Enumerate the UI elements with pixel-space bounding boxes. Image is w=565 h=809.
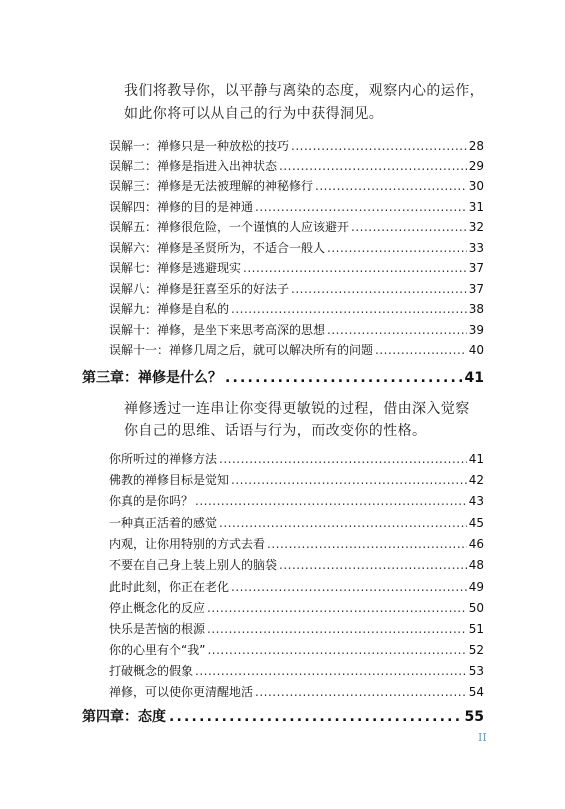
toc-entry-label: 此时此刻，你正在老化 [109,580,230,594]
toc-leader-dots [207,601,467,615]
toc-entry[interactable] [109,341,484,359]
toc-entry[interactable] [109,471,484,489]
toc-leader-dots [219,516,467,530]
toc-entry-label: 误解十一：禅修几周之后，就可以解决所有的问题 [109,343,374,357]
toc-entry-label: 误解三：禅修是无法被理解的神秘修行 [109,179,314,193]
intro-quote-line: 你自己的思维、话语与行为，而改变你的性格。 [124,423,427,439]
chapter-page: 41 [464,370,484,386]
chapter-heading[interactable] [82,706,484,728]
toc-entry-label: 你真的是你吗？ [109,494,194,508]
toc-entry[interactable] [109,662,484,680]
toc-entry-page: 41 [468,452,484,466]
toc-entry-page: 28 [468,139,484,153]
toc-entry[interactable] [109,137,484,155]
toc-entry-page: 53 [468,664,484,678]
toc-entry-page: 32 [468,220,484,234]
toc-entry[interactable] [109,492,484,510]
toc-entry-page: 54 [468,685,484,699]
toc-entry-label: 误解一：禅修只是一种放松的技巧 [109,139,290,153]
intro-quote-line: 如此你将可以从自己的行为中获得洞见。 [124,106,384,122]
toc-entry-label: 内观，让你用特别的方式去看 [109,537,266,551]
intro-quote-line: 禅修透过一连串让你变得更敏锐的过程，借由深入觉察 [124,401,470,417]
toc-entry[interactable] [109,259,484,277]
toc-entry-label: 误解十：禅修，是坐下来思考高深的思想 [109,323,326,337]
toc-leader-dots [375,343,467,357]
toc-entry-page: 43 [468,494,484,508]
chapter-title: 第三章：禅修是什么？ [82,370,222,386]
toc-entry-page: 52 [468,643,484,657]
toc-entry[interactable] [109,239,484,257]
toc-entry-page: 31 [468,200,484,214]
toc-leader-dots [195,664,467,678]
toc-leader-dots [195,494,467,508]
toc-entry[interactable] [109,450,484,468]
toc-leader-dots [315,179,467,193]
toc-entry-page: 42 [468,473,484,487]
toc-entry[interactable] [109,641,484,659]
toc-entry[interactable] [109,177,484,195]
toc-entry[interactable] [109,683,484,701]
toc-entry-label: 不要在自己身上装上别人的脑袋 [109,558,278,572]
toc-entry-page: 46 [468,537,484,551]
toc-entry[interactable] [109,620,484,638]
toc-entry-label: 误解六：禅修是圣贤所为，不适合一般人 [109,241,326,255]
page-number: II [478,731,487,744]
toc-entry-label: 误解七：禅修是逃避现实 [109,261,242,275]
toc-entry[interactable] [109,556,484,574]
toc-entry-page: 37 [468,282,484,296]
toc-leader-dots [267,537,467,551]
toc-entry[interactable] [109,578,484,596]
toc-leader-dots [231,473,467,487]
toc-leader-dots [351,220,467,234]
toc-entry-label: 误解九：禅修是自私的 [109,302,230,316]
toc-entry-label: 禅修，可以使你更清醒地活 [109,685,254,699]
toc-entry-page: 33 [468,241,484,255]
toc-entry-label: 一种真正活着的感觉 [109,516,218,530]
toc-leader-dots [207,622,467,636]
toc-entry-label: 误解五：禅修很危险，一个谨慎的人应该避开 [109,220,350,234]
intro-quote-line: 我们将教导你，以平静与离染的态度，观察内心的运作， [124,83,484,99]
toc-leader-dots [279,558,467,572]
toc-entry-page: 48 [468,558,484,572]
toc-leader-dots [279,159,467,173]
toc-entry[interactable] [109,535,484,553]
toc-entry-label: 打破概念的假象 [109,664,194,678]
chapter-title: 第四章：态度 [82,709,166,725]
toc-entry-page: 30 [468,179,484,193]
toc-entry-label: 停止概念化的反应 [109,601,206,615]
toc-entry-label: 快乐是苦恼的根源 [109,622,206,636]
toc-leader-dots [327,241,467,255]
toc-entry-label: 误解八：禅修是狂喜至乐的好法子 [109,282,290,296]
toc-leader-dots [255,200,467,214]
toc-entry-page: 45 [468,516,484,530]
toc-leader-dots [219,452,467,466]
toc-leader-dots [231,580,467,594]
toc-entry-page: 50 [468,601,484,615]
toc-leader-dots [255,685,467,699]
toc-entry-page: 29 [468,159,484,173]
toc-leader-dots [243,261,467,275]
chapter-page: 55 [464,709,484,725]
toc-leader-dots [225,370,462,386]
toc-entry[interactable] [109,300,484,318]
toc-entry-page: 38 [468,302,484,316]
toc-entry-label: 佛教的禅修目标是觉知 [109,473,230,487]
toc-entry[interactable] [109,198,484,216]
toc-leader-dots [207,643,466,657]
toc-entry-page: 40 [468,343,484,357]
toc-entry[interactable] [109,514,484,532]
toc-entry-label: 你所听过的禅修方法 [109,452,218,466]
toc-entry-page: 37 [468,261,484,275]
toc-leader-dots [291,282,467,296]
toc-entry[interactable] [109,321,484,339]
toc-entry-label: 误解四：禅修的目的是神通 [109,200,254,214]
toc-entry[interactable] [109,280,484,298]
toc-leader-dots [291,139,467,153]
toc-leader-dots [169,709,462,725]
toc-entry-label: 误解二：禅修是指进入出神状态 [109,159,278,173]
toc-entry-page: 49 [468,580,484,594]
toc-entry[interactable] [109,218,484,236]
toc-entry[interactable] [109,599,484,617]
toc-entry-page: 51 [468,622,484,636]
toc-leader-dots [327,323,467,337]
toc-entry[interactable] [109,157,484,175]
chapter-heading[interactable] [82,367,484,389]
toc-entry-page: 39 [468,323,484,337]
toc-entry-label: 你的心里有个“我” [109,643,206,657]
toc-leader-dots [231,302,467,316]
